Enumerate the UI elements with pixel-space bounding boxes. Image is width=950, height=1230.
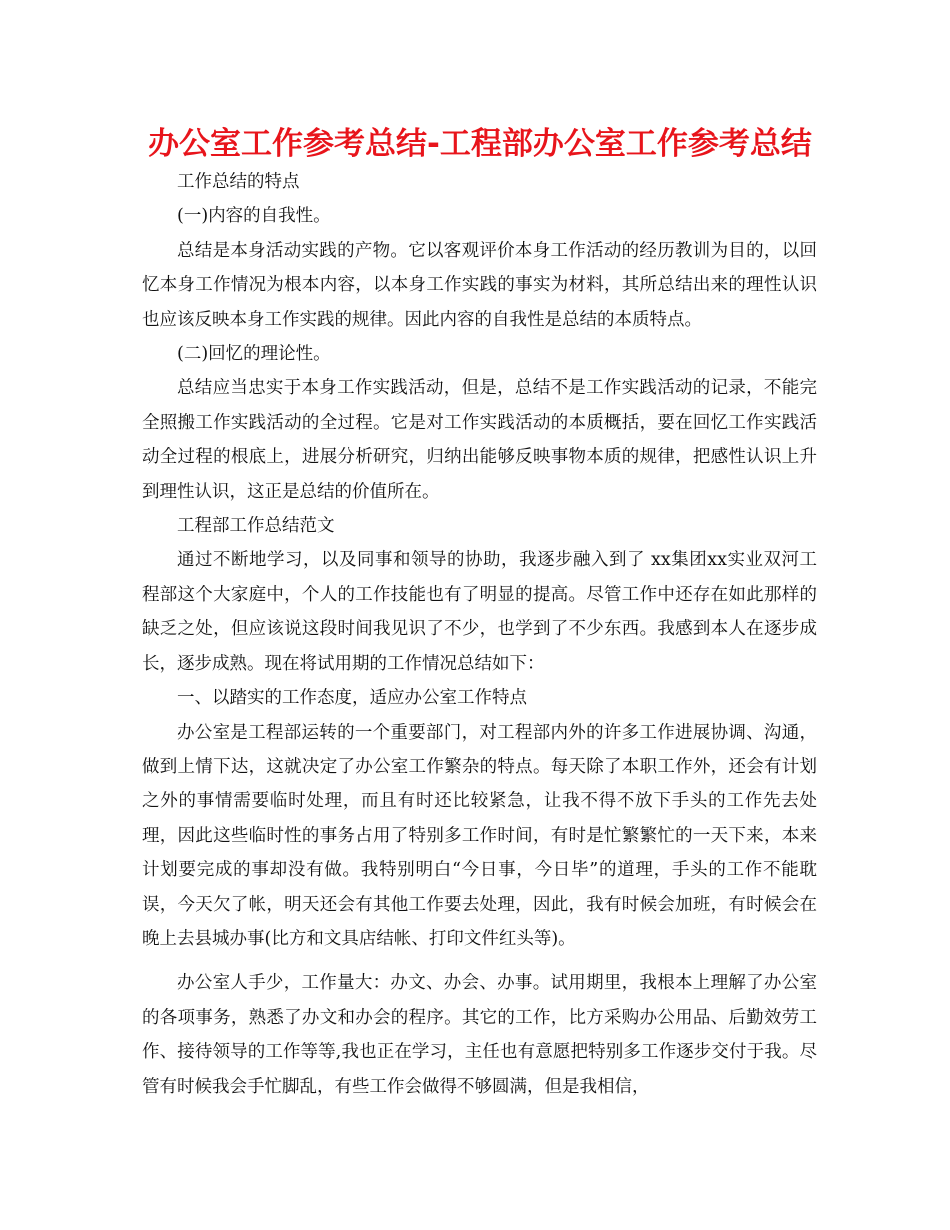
paragraph-3: 总结是本身活动实践的产物。它以客观评价本身工作活动的经历教训为目的，以回忆本身工作情况为根本内容，以本身工作实践的事实为材料，其所总结出来的理性认识也应该反映本身工作实践的规律。因此内容的自我性是总结的本质特点。 — [142, 240, 817, 330]
document-title: 办公室工作参考总结-工程部办公室工作参考总结 — [148, 126, 812, 162]
paragraph-7: 通过不断地学习，以及同事和领导的协助，我逐步融入到了 xx集团xx实业双河工程部这个大家庭中，个人的工作技能也有了明显的提高。尽管工作中还存在如此那样的缺乏之处，但应该说这段时间我见识了不少，也学到了不少东西。我感到本人在逐步成长，逐步成熟。现在将试用期的工作情况总结如下： — [142, 550, 817, 674]
document-body — [142, 165, 817, 1104]
paragraph-4: (二)回忆的理论性。 — [177, 344, 331, 365]
paragraph-5: 总结应当忠实于本身工作实践活动，但是，总结不是工作实践活动的记录，不能完全照搬工作实践活动的全过程。它是对工作实践活动的本质概括，要在回忆工作实践活动全过程的根底上，进展分析研究，归纳出能够反映事物本质的规律，把感性认识上升到理性认识，这正是总结的价值所在。 — [142, 378, 817, 502]
paragraph-2: (一)内容的自我性。 — [177, 206, 331, 227]
paragraph-8: 一、以踏实的工作态度，适应办公室工作特点 — [177, 688, 527, 709]
paragraph-1: 工作总结的特点 — [177, 172, 300, 192]
paragraph-9: 办公室是工程部运转的一个重要部门，对工程部内外的许多工作进展协调、沟通，做到上情下达，这就决定了办公室工作繁杂的特点。每天除了本职工作外，还会有计划之外的事情需要临时处理，而且有时还比较紧急，让我不得不放下手头的工作先去处理，因此这些临时性的事务占用了特别多工作时间，有时是忙繁繁忙的一天下来，本来计划要完成的事却没有做。我特别明白“今日事，今日毕”的道理，手头的工作不能耽误，今天欠了帐，明天还会有其他工作要去处理，因此，我有时候会加班，有时候会在晚上去县城办事(比方和文具店结帐、打印文件红头等)。 — [142, 722, 817, 949]
paragraph-10: 办公室人手少，工作量大：办文、办会、办事。试用期里，我根本上理解了办公室的各项事务，熟悉了办文和办会的程序。其它的工作，比方采购办公用品、后勤效劳工作、接待领导的工作等等,我也正在学习，主任也有意愿把特别多工作逐步交付于我。尽管有时候我会手忙脚乱，有些工作会做得不够圆满，但是我相信， — [142, 973, 817, 1097]
paragraph-6: 工程部工作总结范文 — [177, 516, 335, 537]
